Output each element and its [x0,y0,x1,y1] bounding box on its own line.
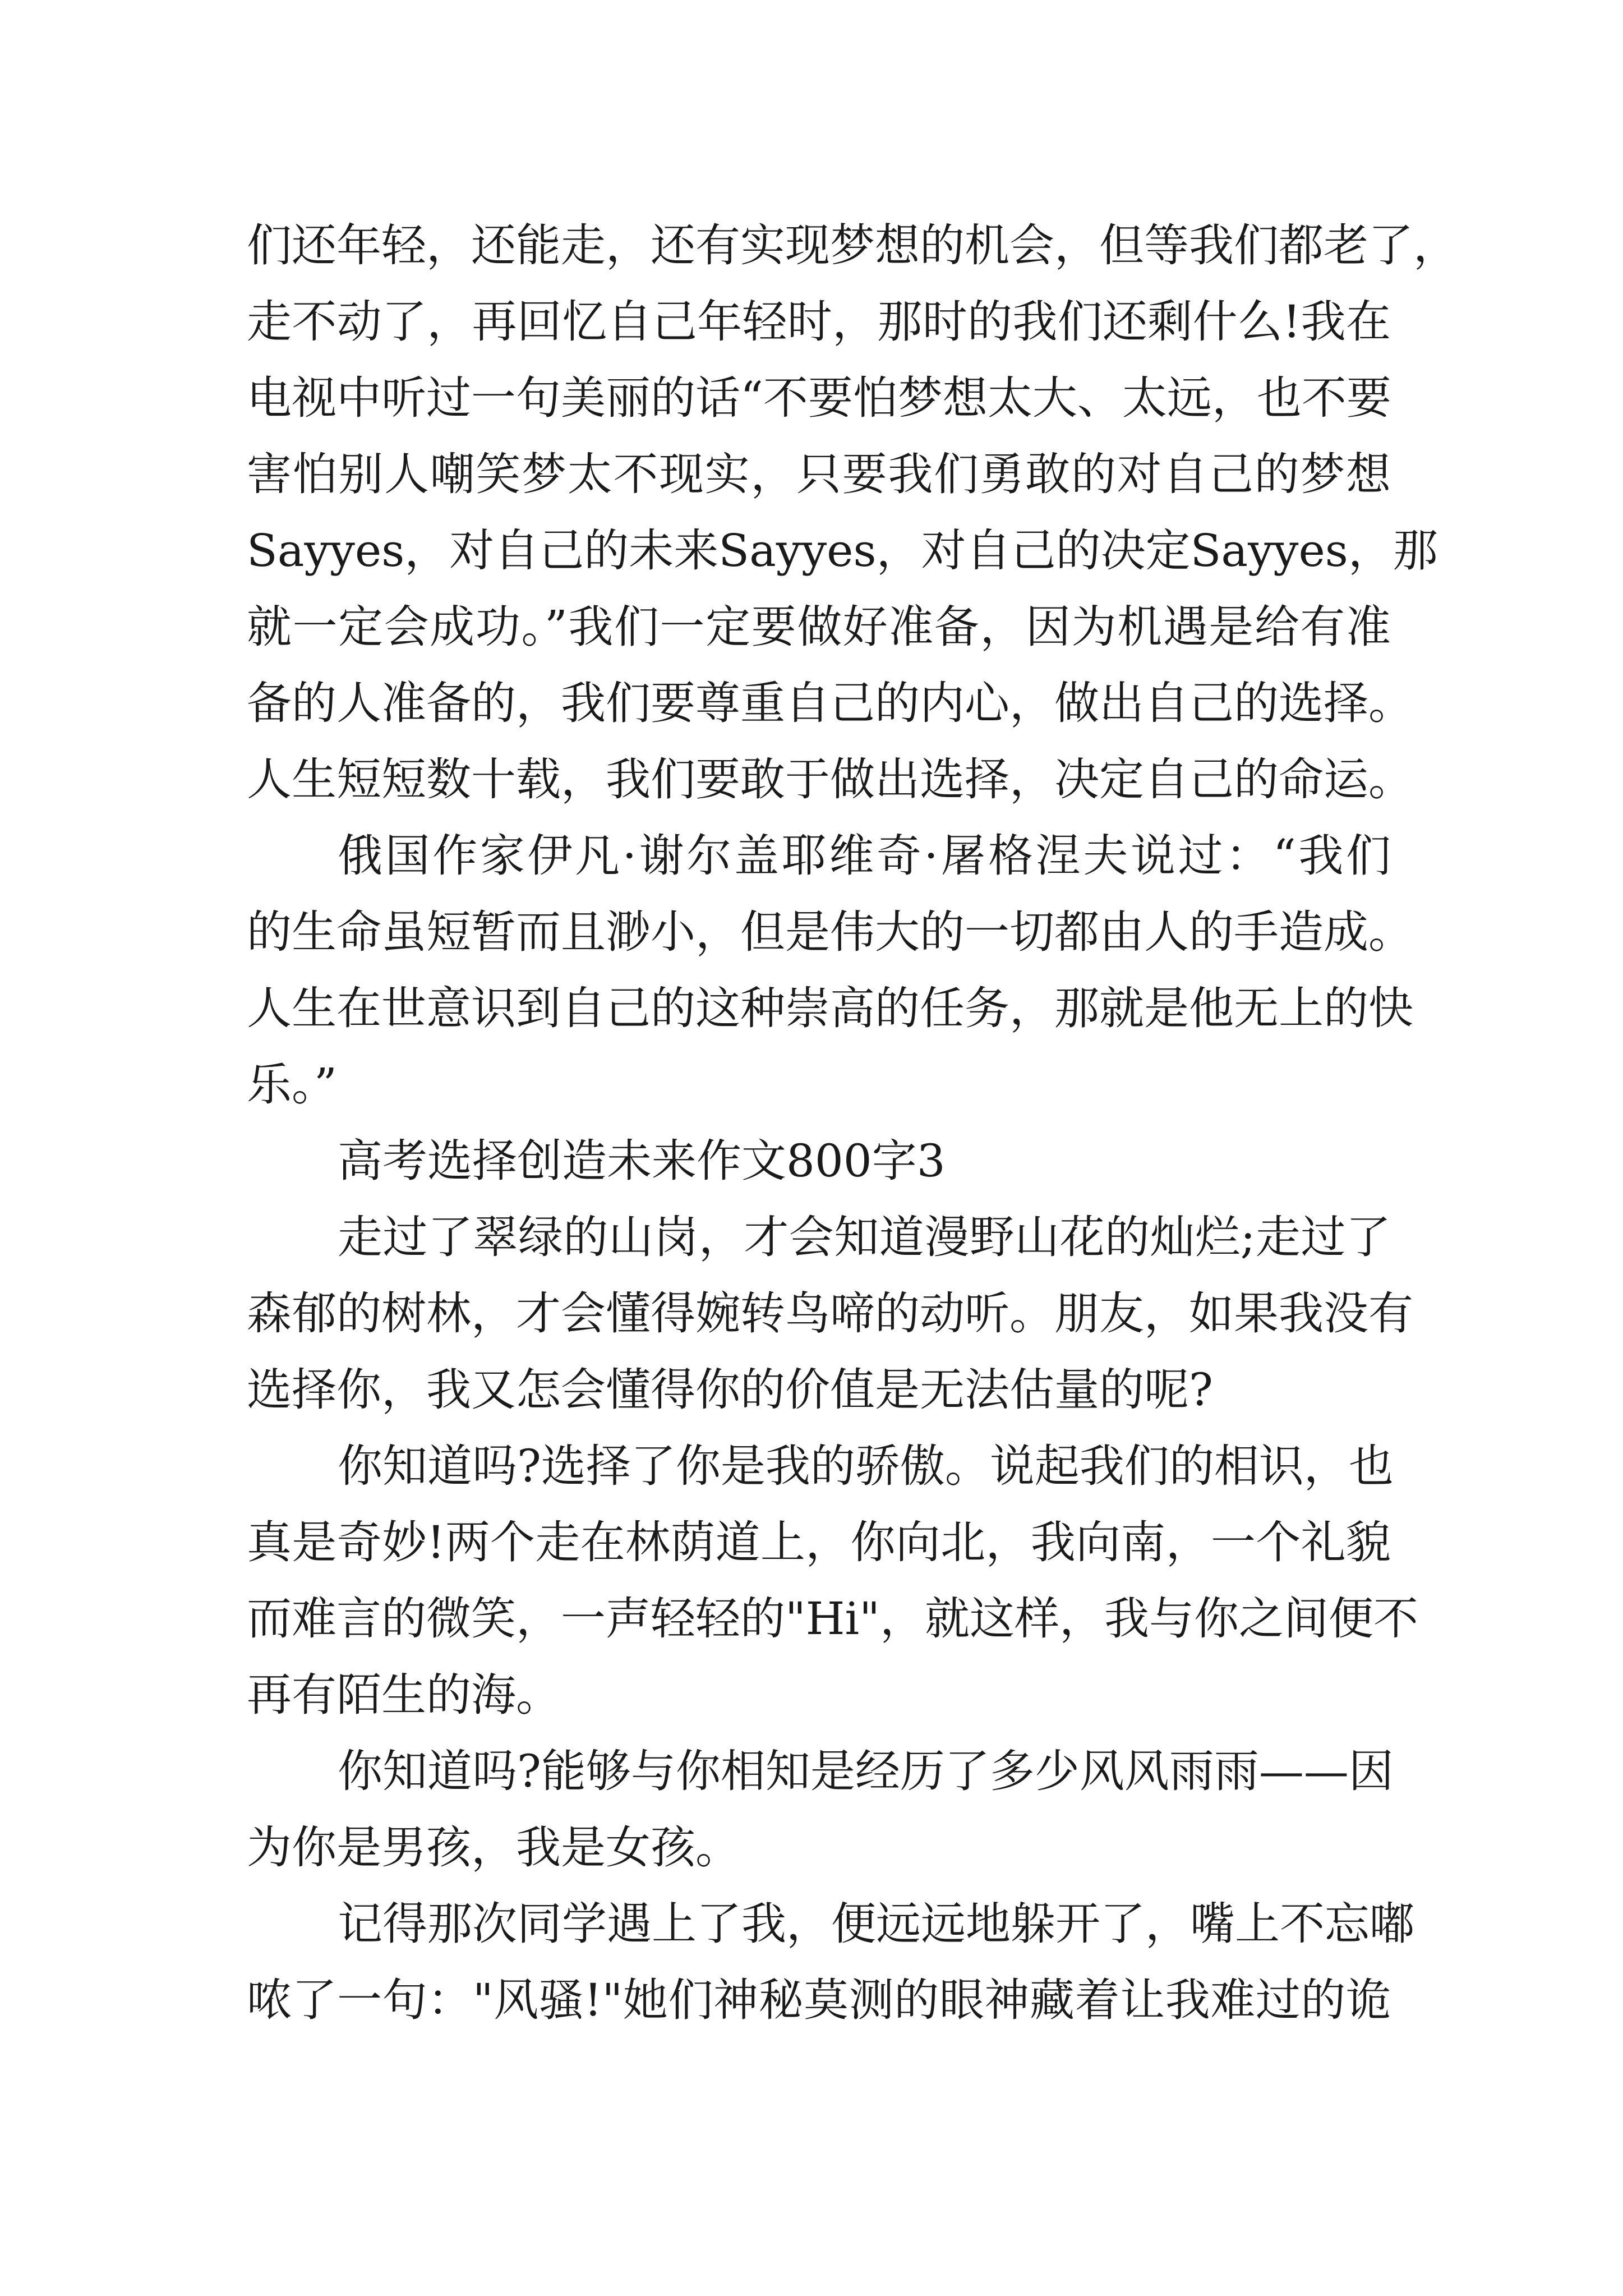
text-line: 选择你，我又怎会懂得你的价值是无法估量的呢? [247,1364,1213,1416]
text-line: 备的人准备的，我们要尊重自己的内心，做出自己的选择。 [247,677,1413,729]
text-line: 电视中听过一句美丽的话“不要怕梦想太大、太远，也不要 [247,372,1391,424]
text-line: 俄国作家伊凡·谢尔盖耶维奇·屠格涅夫说过：“我们 [338,830,1391,882]
article-body [247,208,1458,2039]
text-line: 为你是男孩，我是女孩。 [247,1821,740,1874]
text-line: 真是奇妙!两个走在林荫道上，你向北，我向南，一个礼貌 [247,1516,1391,1568]
section-heading: 高考选择创造未来作文800字3 [338,1135,946,1187]
text-line: 而难言的微笑，一声轻轻的"Hi"，就这样，我与你之间便不 [247,1593,1418,1645]
text-line: 再有陌生的海。 [247,1669,561,1721]
text-line: Sayyes，对自己的未来Sayyes，对自己的决定Sayyes，那 [247,524,1438,577]
text-line: 人生短短数十载，我们要敢于做出选择，决定自己的命运。 [247,753,1413,806]
text-line: 森郁的树林，才会懂得婉转鸟啼的动听。朋友，如果我没有 [247,1287,1413,1340]
text-line: 人生在世意识到自己的这种崇高的任务，那就是他无上的快 [247,982,1413,1034]
text-line: 你知道吗?能够与你相知是经历了多少风风雨雨——因 [338,1745,1394,1797]
text-line: 哝了一句："风骚!"她们神秘莫测的眼神藏着让我难过的诡 [247,1974,1391,2026]
text-line: 的生命虽短暂而且渺小，但是伟大的一切都由人的手造成。 [247,906,1413,958]
text-line: 乐。” [247,1059,337,1111]
text-line: 们还年轻，还能走，还有实现梦想的机会，但等我们都老了， [247,219,1458,272]
text-line: 记得那次同学遇上了我，便远远地躲开了，嘴上不忘嘟 [338,1898,1414,1950]
text-line: 走不动了，再回忆自己年轻时，那时的我们还剩什么!我在 [247,296,1391,348]
text-line: 走过了翠绿的山岗，才会知道漫野山花的灿烂;走过了 [338,1211,1391,1263]
text-line: 就一定会成功。”我们一定要做好准备，因为机遇是给有准 [247,601,1391,653]
text-line: 害怕别人嘲笑梦太不现实，只要我们勇敢的对自己的梦想 [247,448,1391,500]
text-line: 你知道吗?选择了你是我的骄傲。说起我们的相识，也 [338,1440,1394,1492]
